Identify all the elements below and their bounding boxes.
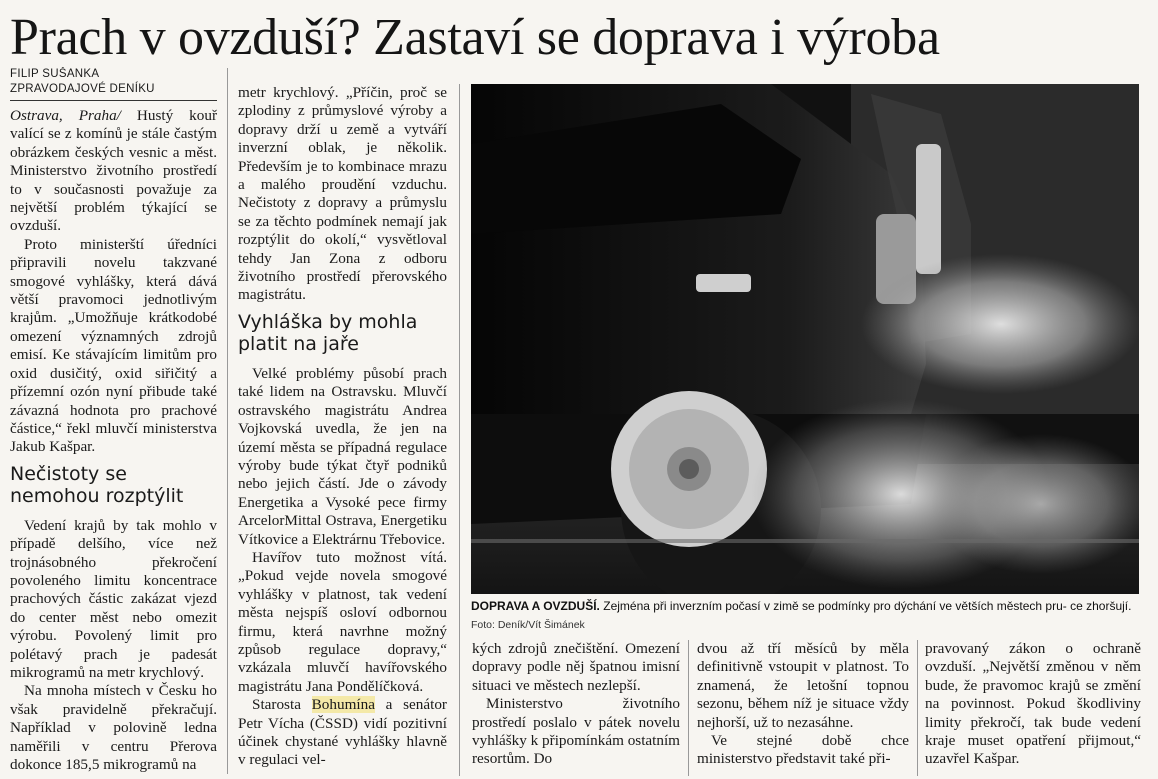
paragraph: metr krychlový. „Příčin, proč se zplodiny z průmyslové výroby a dopravy drží u země a vytváří inverzní oblak, je několik. Především je to kombinace mrazu a malého proudění vzduchu. Nečistoty z dopravy a průmyslu se za těchto podmínek nemají jak rozptýlit do okolí,“ vysvětloval tehdy Jan Zona z odboru životního prostředí přerovského magistrátu. bbox=[238, 84, 447, 304]
photo-illustration bbox=[471, 84, 1139, 594]
byline-author: FILIP SUŠANKA bbox=[10, 68, 100, 80]
highlighted-word: Bohumína bbox=[311, 696, 375, 714]
photo-credit: Foto: Deník/Vít Šimánek bbox=[471, 619, 585, 631]
headline: Prach v ovzduší? Zastaví se doprava i výroba bbox=[10, 9, 940, 66]
paragraph: Vedení krajů by tak mohlo v případě delšího, více než trojnásobného překročení povoleného limitu koncentrace prachových částic zakázat vjezd do center měst nebo omezit výrobu. Povolený limit pro polétavý prach je padesát mikrogramů na metr krychlový. bbox=[10, 516, 217, 681]
paragraph bbox=[238, 696, 447, 770]
paragraph: kých zdrojů znečištění. Omezení dopravy podle něj špatnou imisní situaci ve městech nezlepší. bbox=[472, 640, 680, 694]
article-column-4 bbox=[697, 640, 909, 776]
column-rule bbox=[227, 68, 228, 774]
paragraph: Velké problémy působí prach také lidem na Ostravsku. Mluvčí ostravského magistrátu Andrea Vojkovská uvedla, že jen na území města se případná regulace výroby bude týkat čtyř podniků nebo jejich částí. Jde o závody Energetika a Vysoké pece firmy ArcelorMittal Ostrava, Energetiku Vítkovice a Elektrárnu Třebovice. bbox=[238, 364, 447, 548]
column-rule bbox=[688, 640, 689, 776]
subheading-1: Nečistoty se nemohou rozptýlit bbox=[10, 462, 184, 507]
paragraph: Ve stejné době chce ministerstvo představit také při- bbox=[697, 732, 909, 768]
subheading-2: Vyhláška by mohla platit na jaře bbox=[238, 310, 418, 355]
paragraph: Ministerstvo životního prostředí poslalo v pátek novelu vyhlášky k připomínkám ostatním resortům. Do bbox=[472, 695, 680, 768]
photo-car-exhaust bbox=[471, 84, 1139, 594]
article-column-5 bbox=[925, 640, 1141, 776]
article-column-1 bbox=[10, 67, 217, 775]
column-rule bbox=[917, 640, 918, 776]
photo-caption bbox=[471, 598, 1139, 634]
paragraph-text: Hustý kouř valící se z komínů je stále častým obrázkem českých vesnic a měst. Ministerstvo životního prostředí to v současnosti považuje za největší problém týkající se ovzduší. bbox=[10, 107, 217, 235]
paragraph: pravovaný zákon o ochraně ovzduší. „Největší změnou v něm bude, že pravomoc krajů se změní na povinnost. Pokud škodliviny limity překročí, tak bude vedení kraje muset opatření přijmout,“ uzavřel Kašpar. bbox=[925, 640, 1141, 768]
paragraph: Na mnoha místech v Česku ho však pravidelně překračují. Například v polovině ledna naměřili v centru Přerova dokonce 185,5 mikrogramů na bbox=[10, 682, 217, 773]
paragraph: Havířov tuto možnost vítá. „Pokud vejde novela smogové vyhlášky v platnost, tak vedení města nejspíš osloví odbornou firmu, která navrhne možný způsob regulace dopravy,“ vzkázala mluvčí havířovského magistrátu Jana Pondělíčková. bbox=[238, 548, 447, 695]
paragraph-text: Starosta bbox=[252, 696, 312, 714]
caption-text: Zejména při inverzním počasí v zimě se podmínky pro dýchání ve větších městech pru- ce zhoršují. bbox=[599, 599, 1132, 613]
caption-label: DOPRAVA A OVZDUŠÍ. bbox=[471, 599, 600, 613]
paragraph-text: a senátor Petr Vícha (ČSSD) vidí pozitivní účinek chystané vyhlášky hlavně v regulaci vel- bbox=[238, 696, 447, 769]
byline bbox=[10, 67, 217, 101]
paragraph: dvou až tří měsíců by měla definitivně vstoupit v platnost. To znamená, že letošní topnou sezonu, během níž je situace vždy nejhorší, už to nezasáhne. bbox=[697, 640, 909, 731]
paragraph: Proto ministerští úředníci připravili novelu takzvané smogové vyhlášky, která dává větší pravomoci jednotlivým krajům. „Umožňuje krátkodobé omezení významných zdrojů emisí. Ke stávajícím limitům pro oxid dusičitý, oxid siřičitý a přízemní ozón nyní přibude také závazná hodnota pro prachové částice,“ řekl mluvčí ministerstva Jakub Kašpar. bbox=[10, 235, 217, 456]
byline-desk: ZPRAVODAJOVÉ DENÍKU bbox=[10, 83, 155, 95]
dateline: Ostrava, Praha/ bbox=[10, 107, 121, 124]
byline-divider bbox=[10, 100, 217, 101]
article-column-3 bbox=[472, 640, 680, 776]
article-column-2 bbox=[238, 84, 447, 776]
column-rule bbox=[459, 84, 460, 776]
paragraph bbox=[10, 107, 217, 236]
